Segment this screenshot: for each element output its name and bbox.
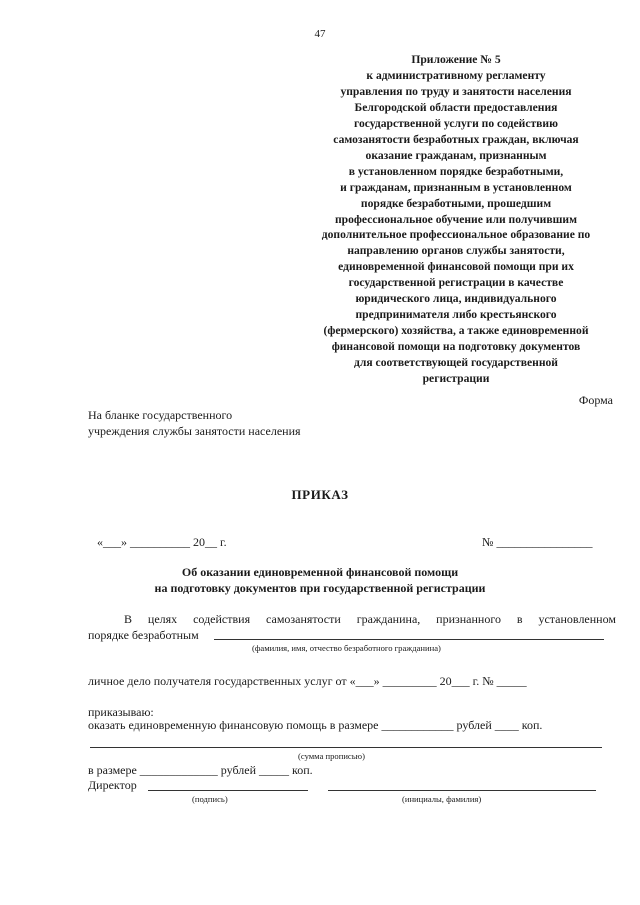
appendix-line: к административному регламенту <box>366 68 546 82</box>
letterhead-line: На бланке государственного <box>88 408 233 422</box>
intro-word: самозанятости <box>266 612 341 626</box>
page-number: 47 <box>314 28 326 40</box>
order-number-line: № ________________ <box>482 535 593 549</box>
appendix-line: государственной услуги по содействию <box>354 116 558 130</box>
intro-line-1 <box>124 612 616 627</box>
fio-caption: (фамилия, имя, отчество безработного гражданина) <box>252 643 441 653</box>
appendix-line: и гражданам, признанным в установленном <box>340 180 572 194</box>
appendix-line: (фермерского) хозяйства, а также единовременной <box>323 324 589 338</box>
intro-word: целях <box>147 612 178 626</box>
letterhead-note <box>88 408 301 439</box>
appendix-line: единовременной финансовой помощи при их <box>338 260 574 274</box>
intro-word: содействия <box>193 612 251 626</box>
appendix-line: финансовой помощи на подготовку документов <box>331 340 581 354</box>
subject-line: Об оказании единовременной финансовой помощи <box>181 565 459 579</box>
order-subject <box>0 565 640 596</box>
appendix-line: Белгородской области предоставления <box>354 100 558 114</box>
appendix-line: дополнительное профессиональное образование по <box>321 228 591 242</box>
appendix-header <box>296 52 616 387</box>
appendix-line: профессиональное обучение или получившим <box>334 212 577 226</box>
appendix-line: порядке безработными, прошедшим <box>360 196 552 210</box>
name-caption: (инициалы, фамилия) <box>402 794 482 804</box>
appendix-line: управления по труду и занятости населения <box>340 84 572 98</box>
sum-in-words-blank-line <box>90 747 602 748</box>
order-date-line: «___» __________ 20__ г. <box>97 535 227 549</box>
appendix-line: предпринимателя либо крестьянского <box>355 308 557 322</box>
appendix-line: государственной регистрации в качестве <box>348 276 564 290</box>
director-label: Директор <box>88 778 137 792</box>
sum-in-words-caption: (сумма прописью) <box>298 751 365 761</box>
subject-line: на подготовку документов при государственной регистрации <box>154 580 486 595</box>
intro-line-2: порядке безработным <box>88 628 199 642</box>
decree-word: приказываю: <box>88 705 154 719</box>
form-label: Форма <box>578 393 613 407</box>
intro-word: в <box>516 612 523 626</box>
intro-word: гражданина, <box>356 612 421 626</box>
name-blank-line <box>328 790 596 791</box>
appendix-line: в установленном порядке безработными, <box>348 164 564 178</box>
signature-blank-line <box>148 790 308 791</box>
grant-amount-line: оказать единовременную финансовую помощь в размере ____________ рублей ____ коп. <box>88 718 543 732</box>
appendix-line: регистрации <box>422 372 490 386</box>
signature-caption: (подпись) <box>192 794 228 804</box>
order-title: ПРИКАЗ <box>291 487 349 502</box>
letterhead-line: учреждения службы занятости населения <box>88 423 301 438</box>
case-file-line: личное дело получателя государственных услуг от «___» _________ 20___ г. № _____ <box>88 674 527 688</box>
appendix-line: направлению органов службы занятости, <box>347 244 565 258</box>
appendix-line: оказание гражданам, признанным <box>365 148 547 162</box>
amount-line: в размере _____________ рублей _____ коп. <box>88 763 313 777</box>
fio-blank-line <box>214 639 604 640</box>
appendix-line: Приложение № 5 <box>411 53 501 66</box>
appendix-line: самозанятости безработных граждан, включая <box>333 132 579 146</box>
appendix-line: для соответствующей государственной <box>354 356 558 370</box>
intro-word: установленном <box>538 612 616 626</box>
intro-word: В <box>124 612 133 626</box>
intro-word: признанного <box>436 612 501 626</box>
appendix-line: юридического лица, индивидуального <box>355 292 557 306</box>
